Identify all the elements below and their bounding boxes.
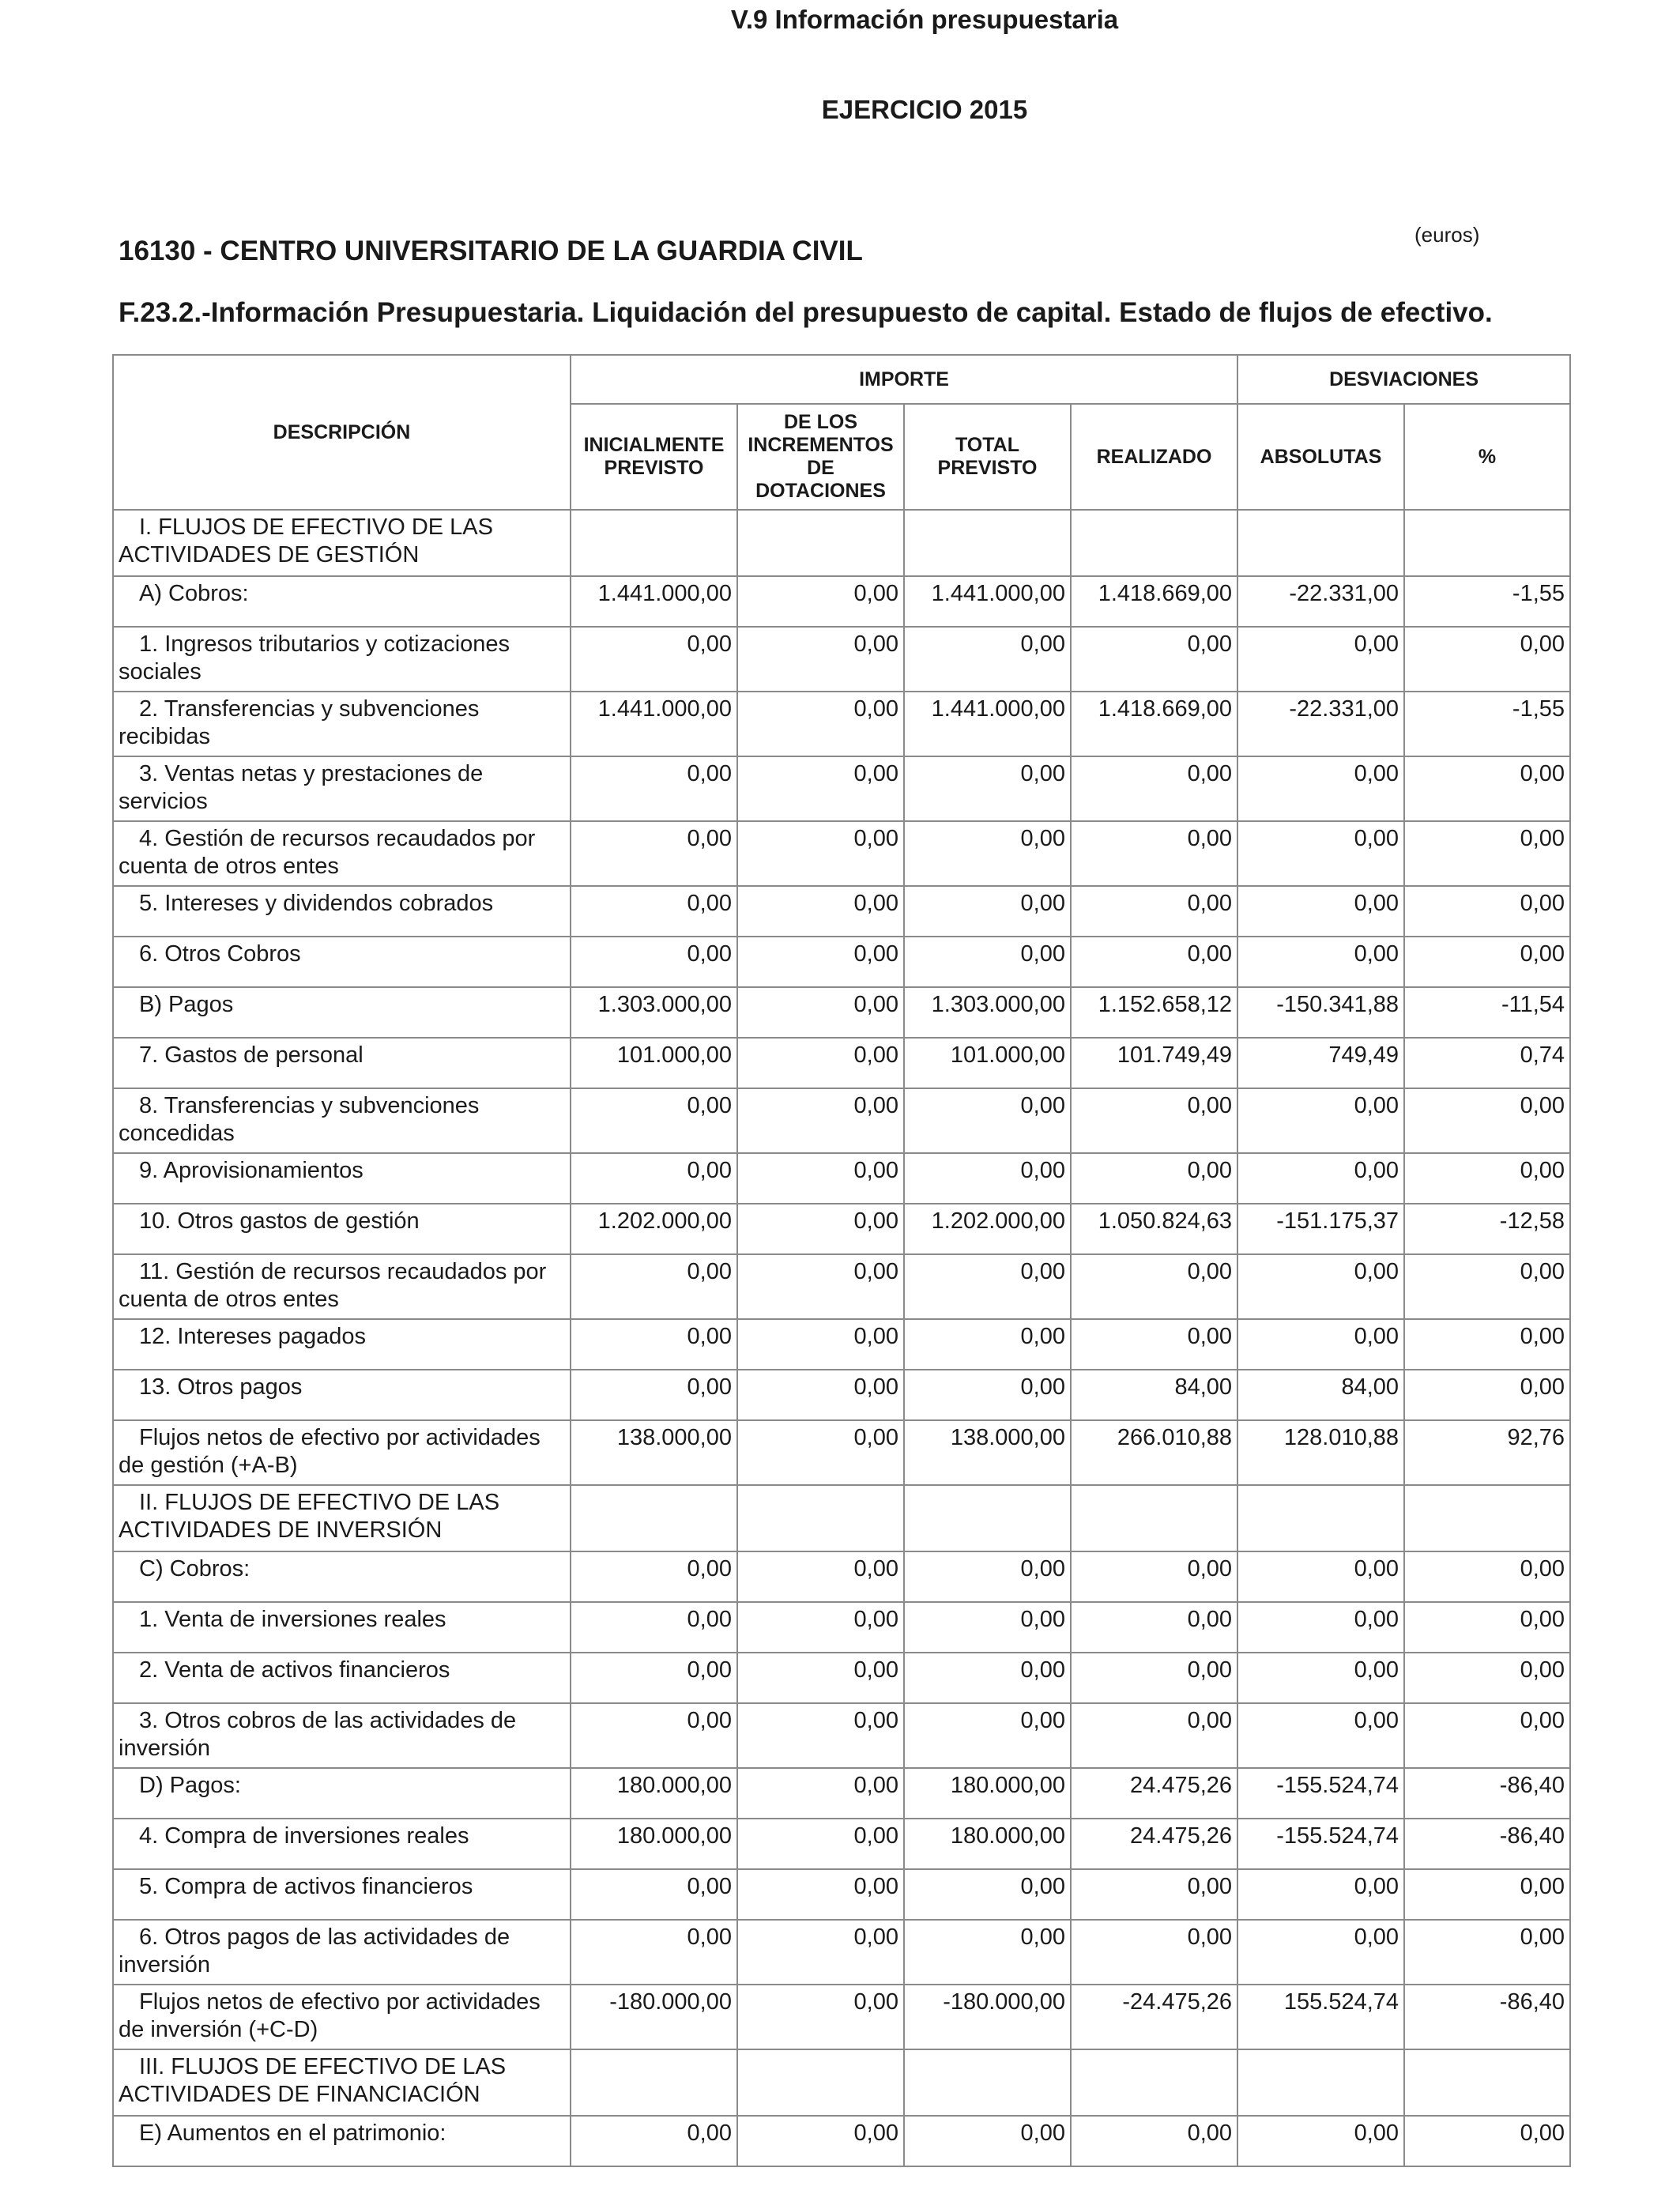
table-row xyxy=(113,1819,1570,1869)
cell-incrementos: 0,00 xyxy=(737,1703,904,1768)
cell-realizado: 0,00 xyxy=(1071,1703,1237,1768)
cell-percent: 0,00 xyxy=(1404,1254,1570,1319)
cell-inicialmente-previsto: 0,00 xyxy=(571,1920,737,1985)
header-incrementos xyxy=(737,404,904,510)
table-row xyxy=(113,2049,1570,2116)
cell-realizado: 0,00 xyxy=(1071,1869,1237,1920)
cell-absolutas xyxy=(1237,2049,1404,2116)
table-row xyxy=(113,1703,1570,1768)
cell-absolutas: 0,00 xyxy=(1237,1869,1404,1920)
cell-incrementos: 0,00 xyxy=(737,1370,904,1420)
cell-incrementos: 0,00 xyxy=(737,1254,904,1319)
cell-total-previsto: 1.441.000,00 xyxy=(904,576,1071,627)
cell-realizado: 0,00 xyxy=(1071,886,1237,937)
cell-realizado: 0,00 xyxy=(1071,627,1237,692)
cell-absolutas: -151.175,37 xyxy=(1237,1204,1404,1254)
table-row xyxy=(113,1153,1570,1204)
cell-incrementos: 0,00 xyxy=(737,692,904,756)
cell-incrementos: 0,00 xyxy=(737,1088,904,1153)
table-row xyxy=(113,1920,1570,1985)
cell-percent: 0,00 xyxy=(1404,1319,1570,1370)
row-description xyxy=(113,1920,571,1985)
row-description-text: 4. Compra de inversiones reales xyxy=(139,1823,469,1849)
cell-incrementos: 0,00 xyxy=(737,987,904,1038)
cell-total-previsto: 0,00 xyxy=(904,1319,1071,1370)
header-line: TOTAL xyxy=(955,434,1019,456)
cell-inicialmente-previsto: 138.000,00 xyxy=(571,1420,737,1485)
header-realizado: REALIZADO xyxy=(1071,404,1237,510)
cell-inicialmente-previsto: 180.000,00 xyxy=(571,1768,737,1819)
row-description-text: Flujos netos de efectivo por actividades de inversión (+C-D) xyxy=(119,1989,541,2042)
header-line: PREVISTO xyxy=(604,457,704,479)
row-description xyxy=(113,1319,571,1370)
cell-percent: 0,00 xyxy=(1404,756,1570,821)
row-description-text: 5. Intereses y dividendos cobrados xyxy=(139,891,494,916)
cell-realizado: 0,00 xyxy=(1071,2116,1237,2166)
table-row xyxy=(113,1088,1570,1153)
cell-realizado: 1.418.669,00 xyxy=(1071,576,1237,627)
row-description-text: B) Pagos xyxy=(139,992,234,1017)
row-description-text: 4. Gestión de recursos recaudados por cuenta de otros entes xyxy=(119,826,536,879)
cell-absolutas: -150.341,88 xyxy=(1237,987,1404,1038)
cell-total-previsto: -180.000,00 xyxy=(904,1985,1071,2049)
cell-incrementos: 0,00 xyxy=(737,1869,904,1920)
cell-inicialmente-previsto: 0,00 xyxy=(571,627,737,692)
row-description xyxy=(113,1985,571,2049)
row-description xyxy=(113,2116,571,2166)
cell-inicialmente-previsto: 101.000,00 xyxy=(571,1038,737,1088)
row-description-text: 10. Otros gastos de gestión xyxy=(139,1208,420,1234)
row-description-text: III. FLUJOS DE EFECTIVO DE LAS ACTIVIDADES DE FINANCIACIÓN xyxy=(119,2054,507,2107)
row-description-text: 2. Transferencias y subvenciones recibidas xyxy=(119,696,480,749)
cell-inicialmente-previsto xyxy=(571,2049,737,2116)
header-line: DOTACIONES xyxy=(755,480,886,502)
row-description-text: 13. Otros pagos xyxy=(139,1374,303,1400)
cell-total-previsto: 0,00 xyxy=(904,821,1071,886)
cell-total-previsto: 0,00 xyxy=(904,627,1071,692)
cell-incrementos: 0,00 xyxy=(737,1920,904,1985)
table-row xyxy=(113,1551,1570,1602)
cell-absolutas: 155.524,74 xyxy=(1237,1985,1404,2049)
cell-total-previsto xyxy=(904,1485,1071,1551)
cell-absolutas: 0,00 xyxy=(1237,1653,1404,1703)
cell-absolutas: 0,00 xyxy=(1237,1319,1404,1370)
row-description xyxy=(113,1088,571,1153)
entity-title: 16130 - CENTRO UNIVERSITARIO DE LA GUARDIA CIVIL xyxy=(119,236,863,266)
cell-total-previsto: 0,00 xyxy=(904,1370,1071,1420)
cell-percent xyxy=(1404,1485,1570,1551)
cell-percent: 0,00 xyxy=(1404,1551,1570,1602)
cell-total-previsto: 0,00 xyxy=(904,1254,1071,1319)
row-description xyxy=(113,1819,571,1869)
cell-incrementos: 0,00 xyxy=(737,1551,904,1602)
fiscal-year-title: EJERCICIO 2015 xyxy=(821,95,1028,124)
cell-incrementos: 0,00 xyxy=(737,1653,904,1703)
table-body xyxy=(113,510,1570,2166)
header-total-previsto xyxy=(904,404,1071,510)
row-description-text: 6. Otros Cobros xyxy=(139,941,301,967)
cell-percent xyxy=(1404,510,1570,576)
cell-inicialmente-previsto: 0,00 xyxy=(571,1153,737,1204)
cell-inicialmente-previsto: 1.202.000,00 xyxy=(571,1204,737,1254)
cell-incrementos xyxy=(737,510,904,576)
cell-incrementos: 0,00 xyxy=(737,821,904,886)
row-description xyxy=(113,987,571,1038)
row-description xyxy=(113,2049,571,2116)
cell-total-previsto: 0,00 xyxy=(904,756,1071,821)
header-line: DE xyxy=(807,457,834,479)
cell-percent: 0,00 xyxy=(1404,1703,1570,1768)
cell-absolutas: 0,00 xyxy=(1237,1153,1404,1204)
header-percent: % xyxy=(1404,404,1570,510)
table-row xyxy=(113,821,1570,886)
table-row xyxy=(113,756,1570,821)
row-description-text: I. FLUJOS DE EFECTIVO DE LAS ACTIVIDADES DE GESTIÓN xyxy=(119,515,493,567)
cell-realizado xyxy=(1071,510,1237,576)
cell-incrementos xyxy=(737,2049,904,2116)
cell-total-previsto: 0,00 xyxy=(904,1653,1071,1703)
cell-inicialmente-previsto xyxy=(571,1485,737,1551)
cell-incrementos xyxy=(737,1485,904,1551)
row-description-text: Flujos netos de efectivo por actividades de gestión (+A-B) xyxy=(119,1425,541,1478)
cell-realizado: 0,00 xyxy=(1071,1551,1237,1602)
table-row xyxy=(113,1653,1570,1703)
cash-flow-table xyxy=(112,354,1571,2167)
table-row xyxy=(113,1485,1570,1551)
cell-absolutas: 0,00 xyxy=(1237,1551,1404,1602)
cell-inicialmente-previsto: 0,00 xyxy=(571,1370,737,1420)
cell-realizado: 1.152.658,12 xyxy=(1071,987,1237,1038)
cell-realizado xyxy=(1071,1485,1237,1551)
row-description xyxy=(113,1485,571,1551)
row-description-text: 9. Aprovisionamientos xyxy=(139,1158,363,1183)
cell-inicialmente-previsto xyxy=(571,510,737,576)
row-description xyxy=(113,937,571,987)
cell-total-previsto: 0,00 xyxy=(904,1153,1071,1204)
table-row xyxy=(113,987,1570,1038)
cell-percent: -1,55 xyxy=(1404,576,1570,627)
cell-realizado: 1.418.669,00 xyxy=(1071,692,1237,756)
cell-percent: 0,00 xyxy=(1404,1920,1570,1985)
cell-realizado: 0,00 xyxy=(1071,937,1237,987)
cell-absolutas: 749,49 xyxy=(1237,1038,1404,1088)
cell-percent: -12,58 xyxy=(1404,1204,1570,1254)
cell-total-previsto: 0,00 xyxy=(904,2116,1071,2166)
row-description xyxy=(113,886,571,937)
table-row xyxy=(113,1420,1570,1485)
cell-absolutas: 0,00 xyxy=(1237,821,1404,886)
row-description xyxy=(113,1420,571,1485)
cell-incrementos: 0,00 xyxy=(737,756,904,821)
cell-absolutas: 0,00 xyxy=(1237,1088,1404,1153)
table-row xyxy=(113,1038,1570,1088)
cell-realizado: -24.475,26 xyxy=(1071,1985,1237,2049)
table-row xyxy=(113,1602,1570,1653)
cell-total-previsto: 0,00 xyxy=(904,1602,1071,1653)
cell-incrementos: 0,00 xyxy=(737,886,904,937)
row-description-text: 1. Venta de inversiones reales xyxy=(139,1607,446,1632)
cell-percent: -11,54 xyxy=(1404,987,1570,1038)
cell-percent: 0,00 xyxy=(1404,886,1570,937)
cell-incrementos: 0,00 xyxy=(737,576,904,627)
cell-incrementos: 0,00 xyxy=(737,1153,904,1204)
cell-inicialmente-previsto: 0,00 xyxy=(571,821,737,886)
header-line: INICIALMENTE xyxy=(583,434,725,456)
cell-realizado xyxy=(1071,2049,1237,2116)
header-inicialmente-previsto xyxy=(571,404,737,510)
cell-percent: 0,00 xyxy=(1404,1370,1570,1420)
row-description xyxy=(113,1602,571,1653)
cell-realizado: 0,00 xyxy=(1071,821,1237,886)
row-description-text: 5. Compra de activos financieros xyxy=(139,1874,473,1899)
cell-inicialmente-previsto: 1.441.000,00 xyxy=(571,692,737,756)
row-description xyxy=(113,1254,571,1319)
row-description-text: 11. Gestión de recursos recaudados por cuenta de otros entes xyxy=(119,1259,547,1312)
cell-percent: 0,00 xyxy=(1404,627,1570,692)
table-row xyxy=(113,627,1570,692)
cell-percent: -86,40 xyxy=(1404,1985,1570,2049)
cell-total-previsto: 1.202.000,00 xyxy=(904,1204,1071,1254)
header-line: INCREMENTOS xyxy=(748,434,894,456)
cell-total-previsto: 0,00 xyxy=(904,1920,1071,1985)
cell-total-previsto: 0,00 xyxy=(904,1088,1071,1153)
header-descripcion: DESCRIPCIÓN xyxy=(113,355,571,510)
cell-absolutas: 0,00 xyxy=(1237,1602,1404,1653)
cell-inicialmente-previsto: 0,00 xyxy=(571,2116,737,2166)
cell-percent: 0,00 xyxy=(1404,1869,1570,1920)
row-description xyxy=(113,1653,571,1703)
cell-total-previsto: 101.000,00 xyxy=(904,1038,1071,1088)
cell-inicialmente-previsto: 0,00 xyxy=(571,1551,737,1602)
cell-inicialmente-previsto: 0,00 xyxy=(571,756,737,821)
cell-percent: 0,00 xyxy=(1404,821,1570,886)
cell-inicialmente-previsto: 1.441.000,00 xyxy=(571,576,737,627)
cell-absolutas: -155.524,74 xyxy=(1237,1819,1404,1869)
cell-percent: 0,00 xyxy=(1404,2116,1570,2166)
cell-realizado: 0,00 xyxy=(1071,1920,1237,1985)
cell-incrementos: 0,00 xyxy=(737,1420,904,1485)
cell-total-previsto: 0,00 xyxy=(904,937,1071,987)
cell-inicialmente-previsto: 0,00 xyxy=(571,1869,737,1920)
header-row-1 xyxy=(113,355,1570,404)
table-row xyxy=(113,1370,1570,1420)
cell-realizado: 24.475,26 xyxy=(1071,1819,1237,1869)
row-description-text: 3. Ventas netas y prestaciones de servicios xyxy=(119,761,484,814)
cell-percent xyxy=(1404,2049,1570,2116)
row-description xyxy=(113,1768,571,1819)
cell-absolutas: -22.331,00 xyxy=(1237,576,1404,627)
cell-realizado: 0,00 xyxy=(1071,1153,1237,1204)
cell-inicialmente-previsto: 1.303.000,00 xyxy=(571,987,737,1038)
cell-realizado: 266.010,88 xyxy=(1071,1420,1237,1485)
row-description-text: II. FLUJOS DE EFECTIVO DE LAS ACTIVIDADES DE INVERSIÓN xyxy=(119,1490,500,1543)
row-description xyxy=(113,1703,571,1768)
row-description xyxy=(113,1204,571,1254)
cell-total-previsto: 1.303.000,00 xyxy=(904,987,1071,1038)
table-row xyxy=(113,1869,1570,1920)
cell-inicialmente-previsto: 0,00 xyxy=(571,1319,737,1370)
cell-inicialmente-previsto: 0,00 xyxy=(571,1703,737,1768)
header-line: PREVISTO xyxy=(937,457,1038,479)
cell-incrementos: 0,00 xyxy=(737,1985,904,2049)
table-row xyxy=(113,510,1570,576)
cell-total-previsto xyxy=(904,2049,1071,2116)
cell-absolutas: -22.331,00 xyxy=(1237,692,1404,756)
table-row xyxy=(113,1768,1570,1819)
cell-realizado: 0,00 xyxy=(1071,1653,1237,1703)
header-absolutas: ABSOLUTAS xyxy=(1237,404,1404,510)
cell-total-previsto: 0,00 xyxy=(904,1703,1071,1768)
cell-incrementos: 0,00 xyxy=(737,1819,904,1869)
cell-percent: -1,55 xyxy=(1404,692,1570,756)
row-description xyxy=(113,627,571,692)
table-row xyxy=(113,1254,1570,1319)
table-row xyxy=(113,1985,1570,2049)
row-description xyxy=(113,576,571,627)
cell-total-previsto: 180.000,00 xyxy=(904,1768,1071,1819)
cell-percent: 0,00 xyxy=(1404,1653,1570,1703)
row-description xyxy=(113,1551,571,1602)
table-row xyxy=(113,937,1570,987)
table-row xyxy=(113,886,1570,937)
row-description xyxy=(113,692,571,756)
cell-total-previsto xyxy=(904,510,1071,576)
cell-realizado: 24.475,26 xyxy=(1071,1768,1237,1819)
row-description-text: C) Cobros: xyxy=(139,1556,250,1581)
cell-absolutas: 0,00 xyxy=(1237,1254,1404,1319)
cell-inicialmente-previsto: -180.000,00 xyxy=(571,1985,737,2049)
row-description-text: 3. Otros cobros de las actividades de inversión xyxy=(119,1708,517,1761)
cell-realizado: 0,00 xyxy=(1071,756,1237,821)
cell-absolutas: 0,00 xyxy=(1237,886,1404,937)
row-description-text: 8. Transferencias y subvenciones concedidas xyxy=(119,1093,480,1146)
cell-absolutas: 0,00 xyxy=(1237,756,1404,821)
row-description xyxy=(113,1153,571,1204)
cell-absolutas: 0,00 xyxy=(1237,627,1404,692)
cell-incrementos: 0,00 xyxy=(737,1038,904,1088)
row-description xyxy=(113,821,571,886)
row-description xyxy=(113,510,571,576)
cell-incrementos: 0,00 xyxy=(737,1768,904,1819)
currency-units: (euros) xyxy=(1414,223,1480,247)
header-importe: IMPORTE xyxy=(571,355,1237,404)
row-description-text: 12. Intereses pagados xyxy=(139,1324,366,1349)
cell-absolutas: 128.010,88 xyxy=(1237,1420,1404,1485)
row-description xyxy=(113,1038,571,1088)
row-description-text: 7. Gastos de personal xyxy=(139,1042,363,1068)
row-description-text: E) Aumentos en el patrimonio: xyxy=(139,2120,446,2146)
cell-incrementos: 0,00 xyxy=(737,937,904,987)
cell-inicialmente-previsto: 0,00 xyxy=(571,1602,737,1653)
cell-total-previsto: 1.441.000,00 xyxy=(904,692,1071,756)
row-description-text: A) Cobros: xyxy=(139,581,249,606)
cell-inicialmente-previsto: 0,00 xyxy=(571,1653,737,1703)
section-title: V.9 Información presupuestaria xyxy=(730,5,1119,34)
cell-percent: 0,00 xyxy=(1404,1153,1570,1204)
cell-incrementos: 0,00 xyxy=(737,1602,904,1653)
cell-incrementos: 0,00 xyxy=(737,1319,904,1370)
cell-absolutas: 0,00 xyxy=(1237,937,1404,987)
cell-absolutas: -155.524,74 xyxy=(1237,1768,1404,1819)
cell-percent: -86,40 xyxy=(1404,1819,1570,1869)
table-row xyxy=(113,1204,1570,1254)
table-row xyxy=(113,576,1570,627)
cell-incrementos: 0,00 xyxy=(737,1204,904,1254)
row-description xyxy=(113,756,571,821)
cell-absolutas: 0,00 xyxy=(1237,2116,1404,2166)
cell-realizado: 0,00 xyxy=(1071,1254,1237,1319)
cell-total-previsto: 0,00 xyxy=(904,886,1071,937)
cell-incrementos: 0,00 xyxy=(737,2116,904,2166)
cell-absolutas: 84,00 xyxy=(1237,1370,1404,1420)
cell-inicialmente-previsto: 0,00 xyxy=(571,1088,737,1153)
cell-realizado: 1.050.824,63 xyxy=(1071,1204,1237,1254)
cell-percent: 0,74 xyxy=(1404,1038,1570,1088)
cell-realizado: 0,00 xyxy=(1071,1319,1237,1370)
cell-incrementos: 0,00 xyxy=(737,627,904,692)
cell-absolutas xyxy=(1237,510,1404,576)
cell-inicialmente-previsto: 0,00 xyxy=(571,937,737,987)
cell-percent: -86,40 xyxy=(1404,1768,1570,1819)
row-description-text: 1. Ingresos tributarios y cotizaciones sociales xyxy=(119,631,510,684)
cell-absolutas xyxy=(1237,1485,1404,1551)
table-row xyxy=(113,692,1570,756)
header-line: DE LOS xyxy=(783,411,858,433)
cell-realizado: 84,00 xyxy=(1071,1370,1237,1420)
row-description-text: 2. Venta de activos financieros xyxy=(139,1657,450,1683)
cell-total-previsto: 138.000,00 xyxy=(904,1420,1071,1485)
form-title: F.23.2.-Información Presupuestaria. Liquidación del presupuesto de capital. Estado de flujos de efectivo. xyxy=(119,297,1493,328)
cell-total-previsto: 0,00 xyxy=(904,1551,1071,1602)
table-row xyxy=(113,2116,1570,2166)
cell-total-previsto: 0,00 xyxy=(904,1869,1071,1920)
row-description-text: 6. Otros pagos de las actividades de inversión xyxy=(119,1924,510,1977)
cell-realizado: 101.749,49 xyxy=(1071,1038,1237,1088)
cell-percent: 0,00 xyxy=(1404,1602,1570,1653)
row-description xyxy=(113,1370,571,1420)
cell-realizado: 0,00 xyxy=(1071,1088,1237,1153)
cell-realizado: 0,00 xyxy=(1071,1602,1237,1653)
cell-absolutas: 0,00 xyxy=(1237,1703,1404,1768)
cell-percent: 0,00 xyxy=(1404,1088,1570,1153)
cell-total-previsto: 180.000,00 xyxy=(904,1819,1071,1869)
cell-absolutas: 0,00 xyxy=(1237,1920,1404,1985)
cell-percent: 0,00 xyxy=(1404,937,1570,987)
row-description xyxy=(113,1869,571,1920)
cell-inicialmente-previsto: 180.000,00 xyxy=(571,1819,737,1869)
cell-inicialmente-previsto: 0,00 xyxy=(571,1254,737,1319)
cell-inicialmente-previsto: 0,00 xyxy=(571,886,737,937)
table-row xyxy=(113,1319,1570,1370)
row-description-text: D) Pagos: xyxy=(139,1773,241,1798)
cell-percent: 92,76 xyxy=(1404,1420,1570,1485)
header-desviaciones: DESVIACIONES xyxy=(1237,355,1570,404)
